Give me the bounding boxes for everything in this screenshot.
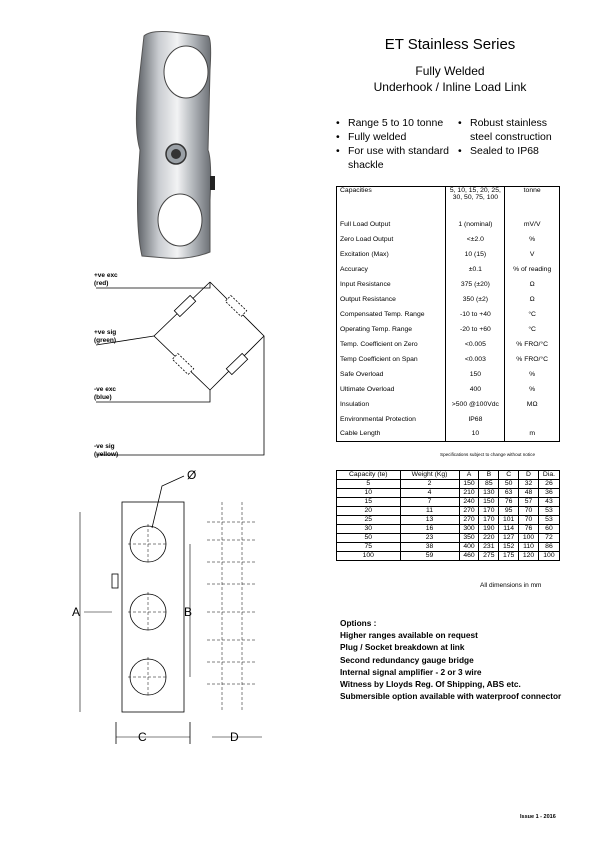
dims-cell: 10 [337, 489, 401, 498]
dims-cell: 210 [459, 489, 479, 498]
spec-value: 150 [446, 367, 505, 382]
dimensions-note: All dimensions in mm [480, 582, 542, 589]
spec-param: Output Resistance [340, 295, 396, 303]
label-d: D [230, 730, 239, 744]
dims-cell: 7 [400, 498, 459, 507]
dims-cell: 275 [479, 552, 499, 561]
dims-row [337, 480, 560, 489]
dims-cell: 36 [538, 489, 559, 498]
wire-label-pos-sig: +ve sig (green) [94, 329, 117, 344]
spec-value: 10 [446, 427, 505, 442]
dims-cell: 152 [499, 543, 519, 552]
spec-param: Cable Length [340, 430, 381, 438]
spec-param: Environmental Protection [340, 415, 416, 423]
feature-item: • Fully welded [336, 130, 456, 144]
dims-header: A [459, 471, 479, 480]
spec-value: -20 to +60 [446, 322, 505, 337]
label-c: C [138, 730, 147, 744]
dims-cell: 86 [538, 543, 559, 552]
spec-param: Insulation [340, 400, 370, 408]
feature-list-left [336, 116, 456, 172]
spec-param: Zero Load Output [340, 235, 394, 243]
spec-row [337, 277, 560, 292]
spec-unit: % FRO/°C [516, 340, 549, 348]
spec-unit: °C [528, 325, 536, 333]
spec-param: Operating Temp. Range [340, 325, 413, 333]
dims-cell: 150 [479, 498, 499, 507]
spec-unit: % [529, 385, 536, 393]
spec-param: Temp Coefficient on Span [340, 355, 418, 363]
dims-cell: 350 [459, 534, 479, 543]
feature-item: • For use with standard shackle [336, 144, 456, 172]
wire-label-pos-exc: +ve exc (red) [94, 272, 118, 287]
spec-value: <±2.0 [446, 232, 505, 247]
dims-cell: 150 [459, 480, 479, 489]
spec-unit [505, 412, 560, 427]
dims-cell: 101 [499, 516, 519, 525]
spec-unit: % of reading [513, 265, 552, 273]
spec-value: <0.005 [446, 337, 505, 352]
spec-table [336, 186, 560, 442]
wire-label-neg-sig: -ve sig (yellow) [94, 443, 119, 458]
dims-cell: 43 [538, 498, 559, 507]
spec-value: IP68 [446, 412, 505, 427]
wire-label-neg-exc: -ve exc (blue) [94, 386, 117, 401]
spec-value: -10 to +40 [446, 307, 505, 322]
dims-cell: 16 [400, 525, 459, 534]
spec-unit: Ω [529, 280, 535, 288]
spec-param: Capacities [340, 187, 372, 194]
dims-row [337, 534, 560, 543]
dims-cell: 100 [337, 552, 401, 561]
spec-param: Compensated Temp. Range [340, 310, 425, 318]
spec-unit: MΩ [526, 400, 538, 408]
spec-unit: °C [528, 310, 536, 318]
dims-cell: 270 [459, 507, 479, 516]
spec-param: Excitation (Max) [340, 250, 389, 258]
option-item: Higher ranges available on request [340, 630, 478, 641]
spec-row [337, 262, 560, 277]
dims-cell: 130 [479, 489, 499, 498]
spec-row [337, 412, 560, 427]
dims-cell: 11 [400, 507, 459, 516]
dims-cell: 5 [337, 480, 401, 489]
dims-cell: 70 [519, 507, 539, 516]
option-item: Plug / Socket breakdown at link [340, 642, 465, 653]
dims-cell: 57 [519, 498, 539, 507]
dims-cell: 100 [538, 552, 559, 561]
spec-row [337, 397, 560, 412]
feature-item: • Sealed to IP68 [458, 144, 568, 158]
spec-param: Full Load Output [340, 220, 391, 228]
dims-cell: 63 [499, 489, 519, 498]
spec-unit: tonne [523, 187, 541, 194]
dims-cell: 220 [479, 534, 499, 543]
dims-cell: 72 [538, 534, 559, 543]
dimension-drawing [72, 462, 272, 747]
dims-cell: 127 [499, 534, 519, 543]
option-item: Second redundancy gauge bridge [340, 654, 474, 665]
dims-row [337, 543, 560, 552]
dims-row [337, 552, 560, 561]
spec-value: 375 (±20) [446, 277, 505, 292]
spec-unit: mV/V [523, 220, 541, 228]
issue-footer: Issue 1 - 2016 [520, 814, 556, 820]
spec-value: <0.003 [446, 352, 505, 367]
label-b: B [184, 605, 193, 619]
spec-note: Specifications subject to change without notice [440, 452, 535, 457]
dims-cell: 95 [499, 507, 519, 516]
spec-value: 400 [446, 382, 505, 397]
spec-value: 10 (15) [446, 247, 505, 262]
dims-cell: 53 [538, 516, 559, 525]
dims-row [337, 489, 560, 498]
dims-cell: 2 [400, 480, 459, 489]
option-item: Internal signal amplifier - 2 or 3 wire [340, 666, 482, 677]
dims-cell: 175 [499, 552, 519, 561]
page-title: ET Stainless Series [384, 36, 516, 53]
spec-unit: % [529, 235, 536, 243]
dims-cell: 120 [519, 552, 539, 561]
subtitle-line-1: Fully Welded [415, 64, 485, 78]
dims-header: C [499, 471, 519, 480]
label-a: A [72, 605, 81, 619]
spec-row [337, 217, 560, 232]
subtitle-line-2: Underhook / Inline Load Link [373, 80, 527, 94]
dims-cell: 70 [519, 516, 539, 525]
dims-cell: 13 [400, 516, 459, 525]
spec-row [337, 382, 560, 397]
dims-cell: 30 [337, 525, 401, 534]
product-photo [130, 30, 215, 262]
feature-list-right [458, 116, 568, 158]
dims-cell: 231 [479, 543, 499, 552]
dims-cell: 75 [337, 543, 401, 552]
dims-cell: 60 [538, 525, 559, 534]
feature-item: • Robust stainless steel construction [458, 116, 568, 144]
dims-cell: 240 [459, 498, 479, 507]
spec-value: 1 (nominal) [446, 217, 505, 232]
dims-cell: 76 [519, 525, 539, 534]
dims-cell: 32 [519, 480, 539, 489]
dims-cell: 270 [459, 516, 479, 525]
dims-cell: 170 [479, 507, 499, 516]
dimensions-table [336, 470, 560, 561]
dims-cell: 190 [479, 525, 499, 534]
dims-cell: 170 [479, 516, 499, 525]
dims-cell: 25 [337, 516, 401, 525]
spec-row [337, 367, 560, 382]
dims-cell: 4 [400, 489, 459, 498]
spec-param: Temp. Coefficient on Zero [340, 340, 418, 348]
dims-cell: 20 [337, 507, 401, 516]
spec-row [337, 352, 560, 367]
dims-header: Dia. [538, 471, 559, 480]
spec-row [337, 322, 560, 337]
dims-row [337, 525, 560, 534]
dims-header: Capacity (te) [337, 471, 401, 480]
options-block [340, 617, 570, 702]
wiring-diagram [92, 270, 272, 460]
feature-item: • Range 5 to 10 tonne [336, 116, 456, 130]
spec-param: Accuracy [340, 265, 368, 273]
spec-value: ±0.1 [446, 262, 505, 277]
spec-row [337, 427, 560, 442]
spec-row [337, 247, 560, 262]
dims-cell: 53 [538, 507, 559, 516]
dims-header: D [519, 471, 539, 480]
dims-cell: 460 [459, 552, 479, 561]
dims-cell: 23 [400, 534, 459, 543]
spec-unit: m [529, 430, 535, 438]
dims-cell: 76 [499, 498, 519, 507]
dims-cell: 100 [519, 534, 539, 543]
spec-param: Ultimate Overload [340, 385, 395, 393]
dims-cell: 59 [400, 552, 459, 561]
dims-cell: 50 [499, 480, 519, 489]
option-item: Submersible option available with waterproof connector [340, 691, 562, 702]
spec-value: 350 (±2) [446, 292, 505, 307]
dims-cell: 300 [459, 525, 479, 534]
spec-unit: Ω [529, 295, 535, 303]
spec-row [337, 337, 560, 352]
spec-row [337, 307, 560, 322]
spec-unit: V [529, 250, 535, 258]
dims-cell: 110 [519, 543, 539, 552]
dims-cell: 85 [479, 480, 499, 489]
dims-cell: 48 [519, 489, 539, 498]
spec-unit: % [529, 370, 536, 378]
options-heading: Options : [340, 618, 377, 628]
dims-row [337, 507, 560, 516]
spec-value: 5, 10, 15, 20, 25, 30, 50, 75, 100 [446, 187, 505, 217]
spec-param: Safe Overload [340, 370, 384, 378]
label-dia: Ø [187, 468, 197, 482]
dims-cell: 50 [337, 534, 401, 543]
spec-unit: % FRO/°C [516, 355, 549, 363]
spec-row [337, 292, 560, 307]
dims-cell: 15 [337, 498, 401, 507]
spec-param: Input Resistance [340, 280, 391, 288]
dims-header: B [479, 471, 499, 480]
spec-value: >500 @100Vdc [446, 397, 505, 412]
spec-row [337, 232, 560, 247]
spec-row [337, 187, 560, 217]
dims-cell: 38 [400, 543, 459, 552]
dims-cell: 26 [538, 480, 559, 489]
option-item: Witness by Lloyds Reg. Of Shipping, ABS etc. [340, 679, 521, 690]
dims-row [337, 516, 560, 525]
dims-row [337, 498, 560, 507]
dims-header: Weight (Kg) [400, 471, 459, 480]
dims-cell: 400 [459, 543, 479, 552]
dims-cell: 114 [499, 525, 519, 534]
